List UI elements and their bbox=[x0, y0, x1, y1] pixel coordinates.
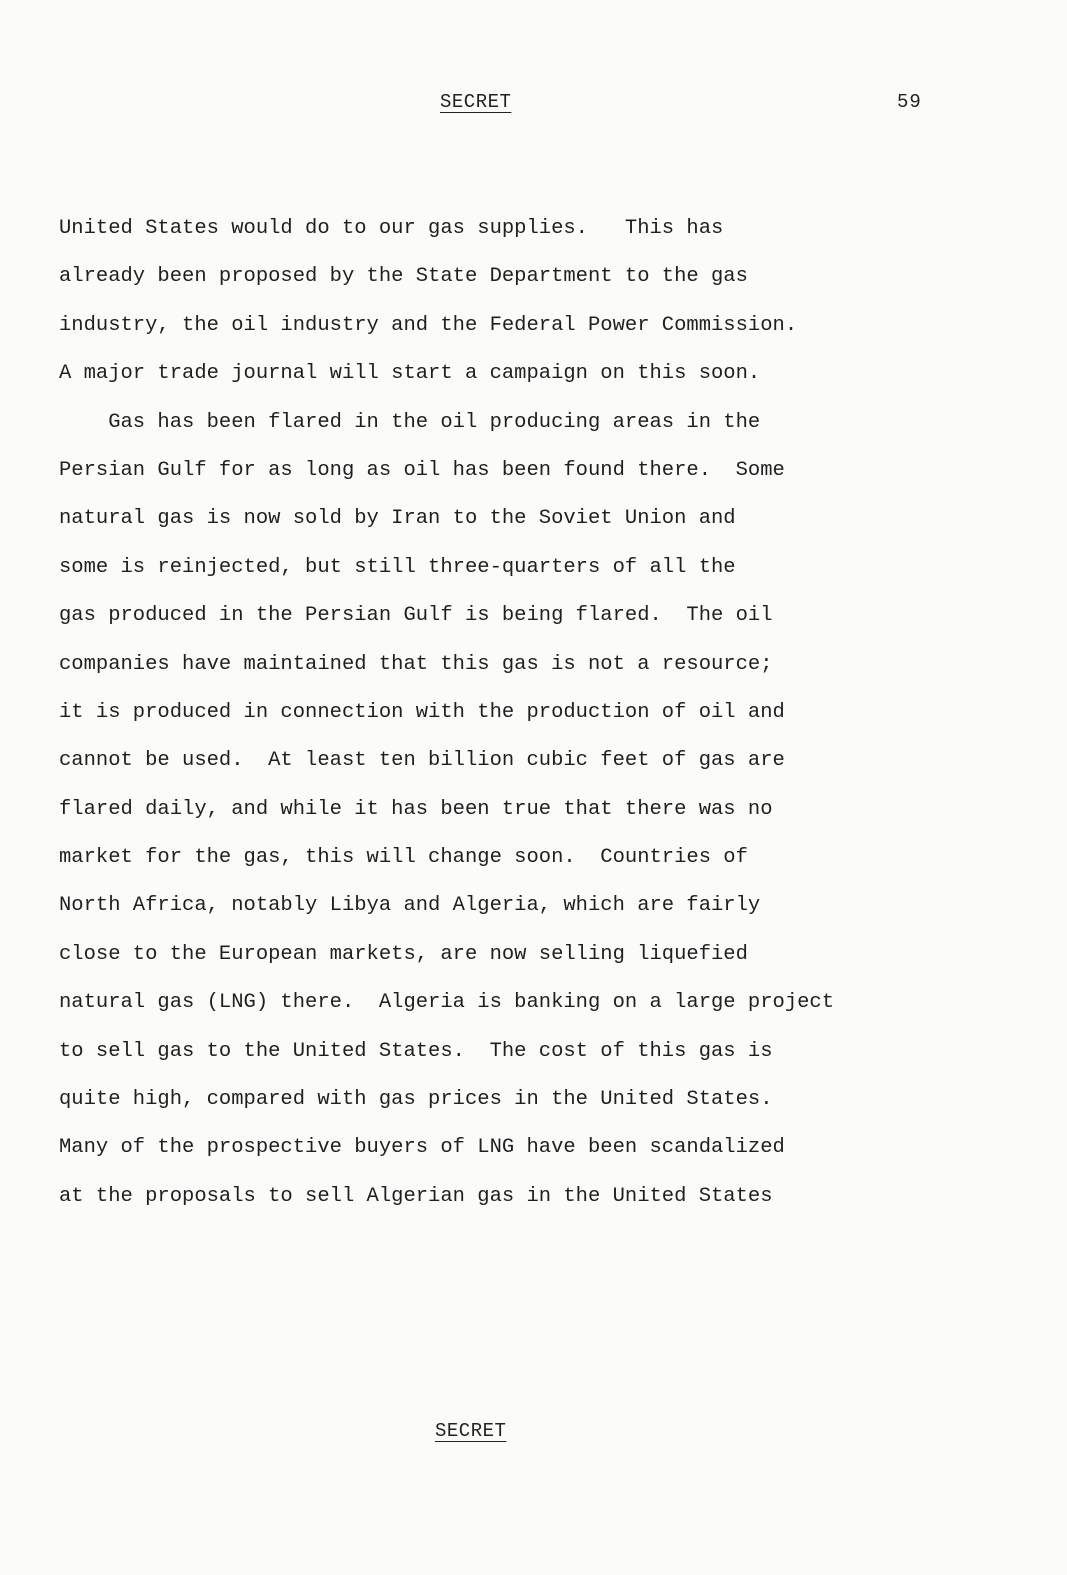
text-line: Persian Gulf for as long as oil has been found there. Some bbox=[59, 458, 785, 482]
text-line: North Africa, notably Libya and Algeria, which are fairly bbox=[59, 894, 761, 918]
text-line: A major trade journal will start a campaign on this soon. bbox=[59, 362, 761, 386]
text-line: some is reinjected, but still three-quarters of all the bbox=[59, 555, 736, 579]
text-line: United States would do to our gas supplies. This has bbox=[59, 217, 724, 240]
classification-header: SECRET bbox=[440, 91, 512, 113]
text-line: flared daily, and while it has been true that there was no bbox=[59, 797, 773, 821]
text-line: natural gas (LNG) there. Algeria is banking on a large project bbox=[59, 991, 835, 1015]
text-line: gas produced in the Persian Gulf is being flared. The oil bbox=[59, 604, 773, 628]
body-text bbox=[59, 205, 939, 1221]
text-line: quite high, compared with gas prices in the United States. bbox=[59, 1088, 773, 1112]
text-line: already been proposed by the State Department to the gas bbox=[59, 265, 748, 289]
text-line: companies have maintained that this gas is not a resource; bbox=[59, 652, 773, 676]
text-line: to sell gas to the United States. The cost of this gas is bbox=[59, 1039, 773, 1063]
text-line: market for the gas, this will change soon. Countries of bbox=[59, 846, 748, 870]
text-line: cannot be used. At least ten billion cubic feet of gas are bbox=[59, 749, 785, 773]
classification-footer: SECRET bbox=[435, 1420, 507, 1442]
text-line: at the proposals to sell Algerian gas in the United States bbox=[59, 1184, 773, 1208]
text-line: natural gas is now sold by Iran to the Soviet Union and bbox=[59, 507, 736, 531]
text-line: it is produced in connection with the production of oil and bbox=[59, 700, 785, 724]
text-line: Many of the prospective buyers of LNG have been scandalized bbox=[59, 1136, 785, 1160]
text-line: close to the European markets, are now selling liquefied bbox=[59, 942, 748, 966]
text-line: industry, the oil industry and the Federal Power Commission. bbox=[59, 313, 798, 337]
page-number: 59 bbox=[897, 91, 922, 113]
text-line: Gas has been flared in the oil producing areas in the bbox=[59, 410, 761, 434]
